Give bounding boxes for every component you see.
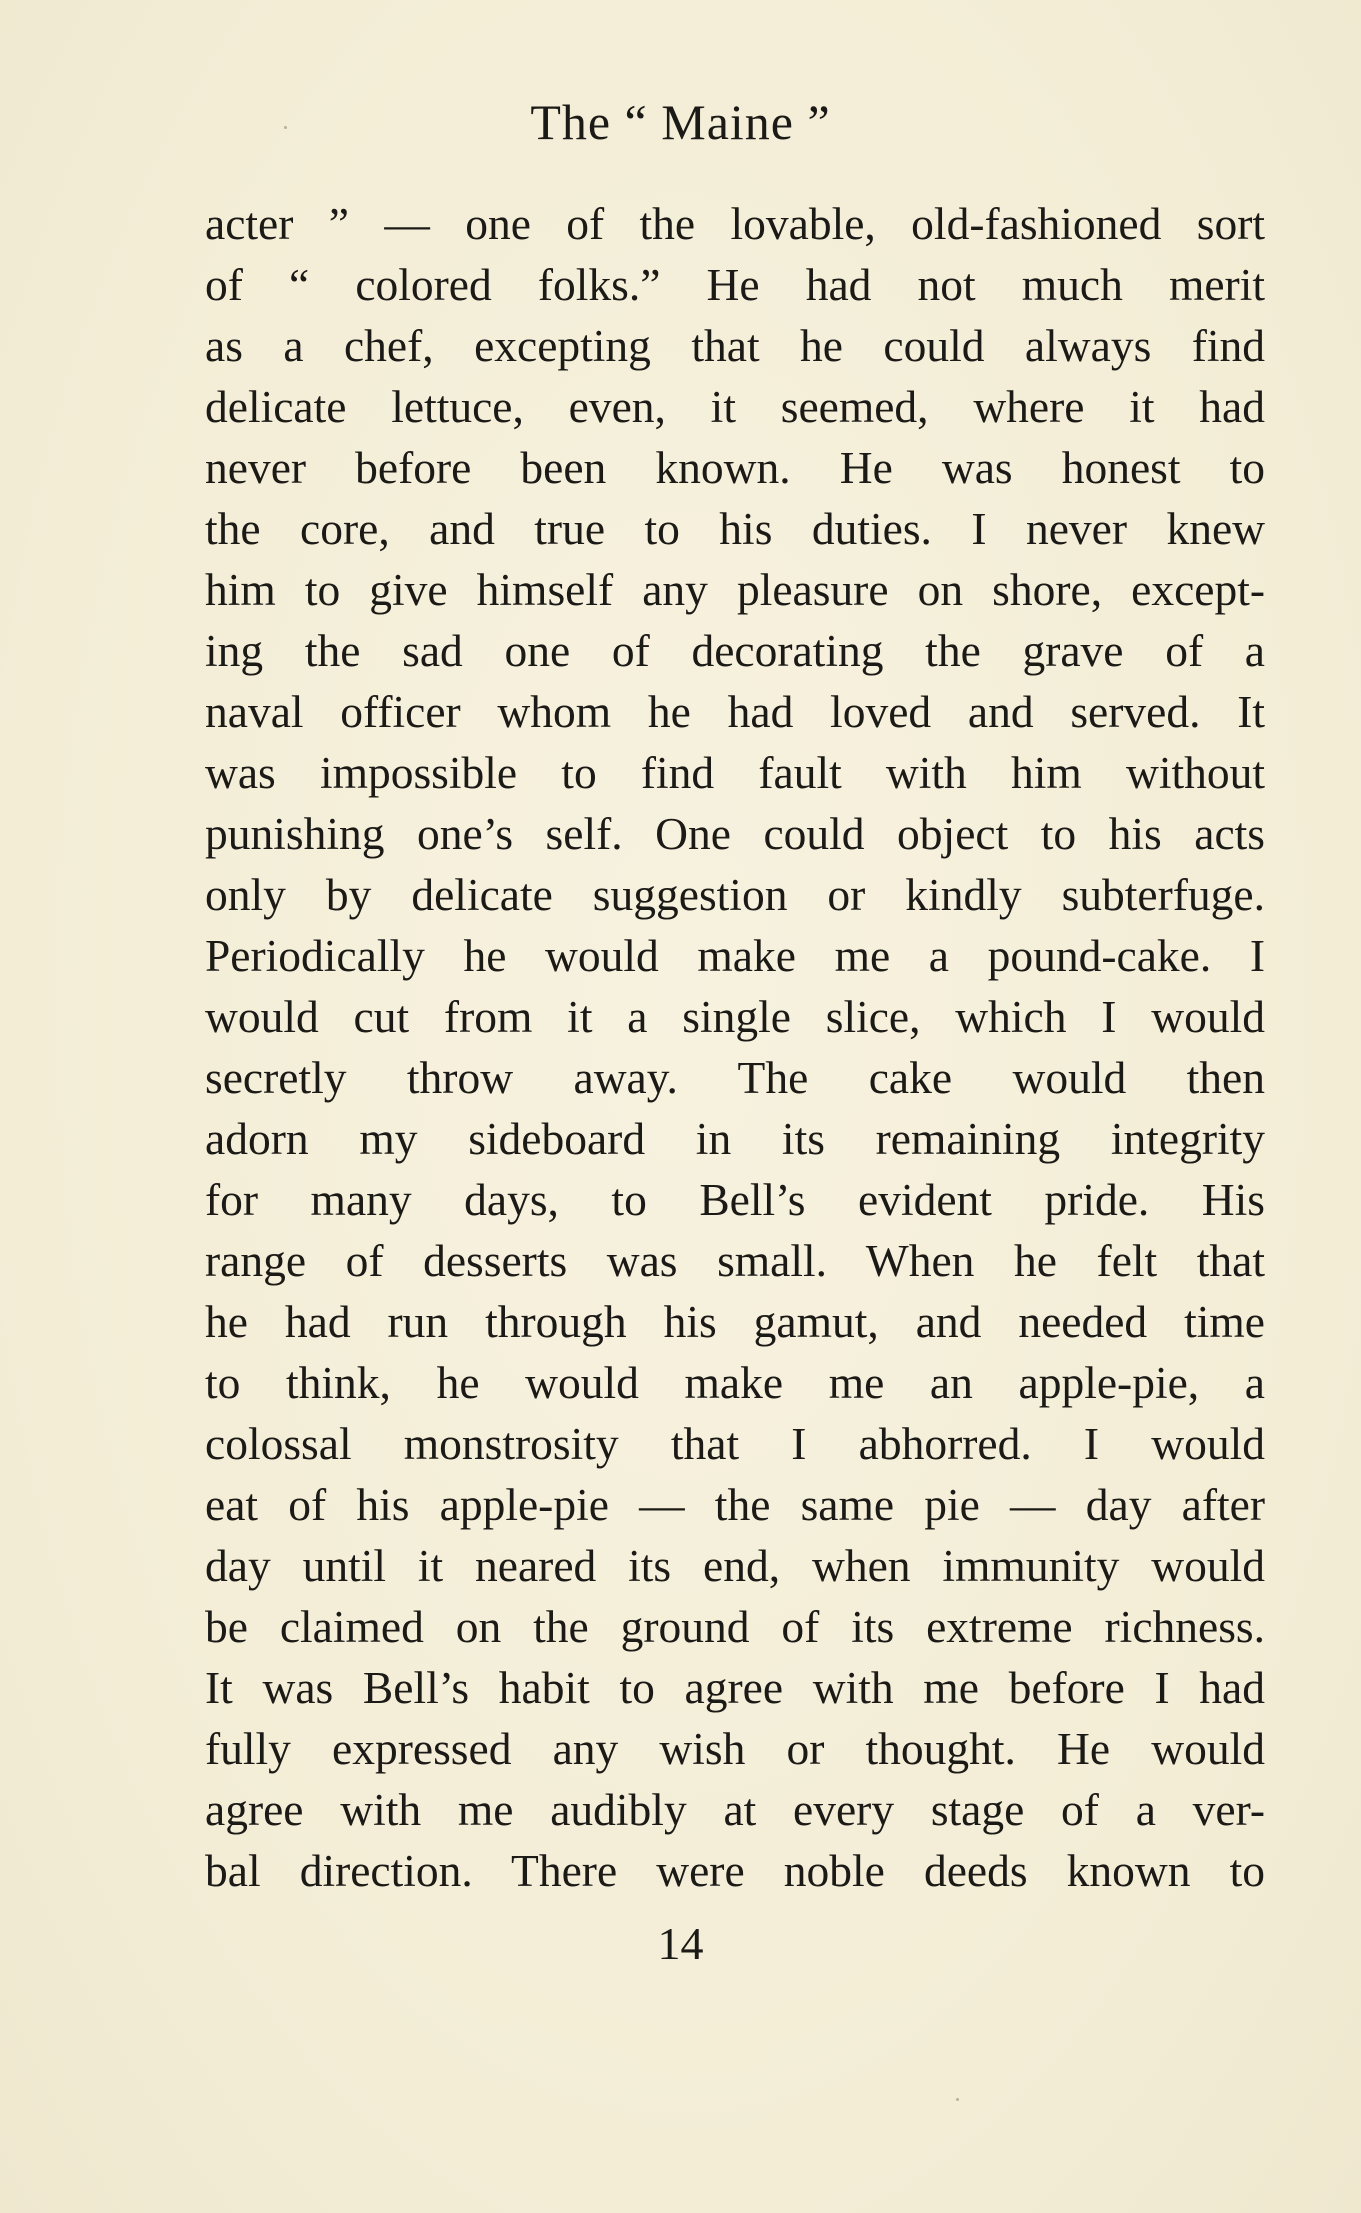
text-line: fully expressed any wish or thought. He would [205, 1723, 1265, 1774]
text-line: colossal monstrosity that I abhorred. I would [205, 1418, 1265, 1469]
text-line: It was Bell’s habit to agree with me before I had [205, 1662, 1265, 1713]
paper-speck [956, 2098, 959, 2101]
page-number: 14 [657, 1918, 704, 1969]
text-line: secretly throw away. The cake would then [205, 1052, 1265, 1103]
text-line: would cut from it a single slice, which I would [205, 991, 1265, 1042]
paper-speck [284, 126, 287, 129]
text-line: bal direction. There were noble deeds known to [205, 1845, 1265, 1896]
text-line: eat of his apple-pie — the same pie — day after [205, 1479, 1265, 1530]
text-line: the core, and true to his duties. I never knew [205, 503, 1265, 554]
body-text [205, 193, 1265, 1901]
text-line: he had run through his gamut, and needed time [205, 1296, 1265, 1347]
text-line: range of desserts was small. When he felt that [205, 1235, 1265, 1286]
running-head: The “ Maine ” [530, 94, 831, 150]
text-line: was impossible to find fault with him without [205, 747, 1265, 798]
text-line: for many days, to Bell’s evident pride. His [205, 1174, 1265, 1225]
text-line: Periodically he would make me a pound-cake. I [205, 930, 1265, 981]
text-line: be claimed on the ground of its extreme richness. [205, 1601, 1265, 1652]
text-line: as a chef, excepting that he could always find [205, 320, 1265, 371]
text-line: punishing one’s self. One could object to his acts [205, 808, 1265, 859]
text-line: him to give himself any pleasure on shore, except- [205, 564, 1265, 615]
text-line: delicate lettuce, even, it seemed, where it had [205, 381, 1265, 432]
text-line: day until it neared its end, when immunity would [205, 1540, 1265, 1591]
text-line: of “ colored folks.” He had not much merit [205, 259, 1265, 310]
text-line: to think, he would make me an apple-pie, a [205, 1357, 1265, 1408]
text-line: only by delicate suggestion or kindly subterfuge. [205, 869, 1265, 920]
text-line: naval officer whom he had loved and served. It [205, 686, 1265, 737]
text-line: acter ” — one of the lovable, old-fashioned sort [205, 198, 1265, 249]
text-line: never before been known. He was honest to [205, 442, 1265, 493]
text-line: adorn my sideboard in its remaining integrity [205, 1113, 1265, 1164]
text-line: ing the sad one of decorating the grave of a [205, 625, 1265, 676]
text-line: agree with me audibly at every stage of a ver- [205, 1784, 1265, 1835]
